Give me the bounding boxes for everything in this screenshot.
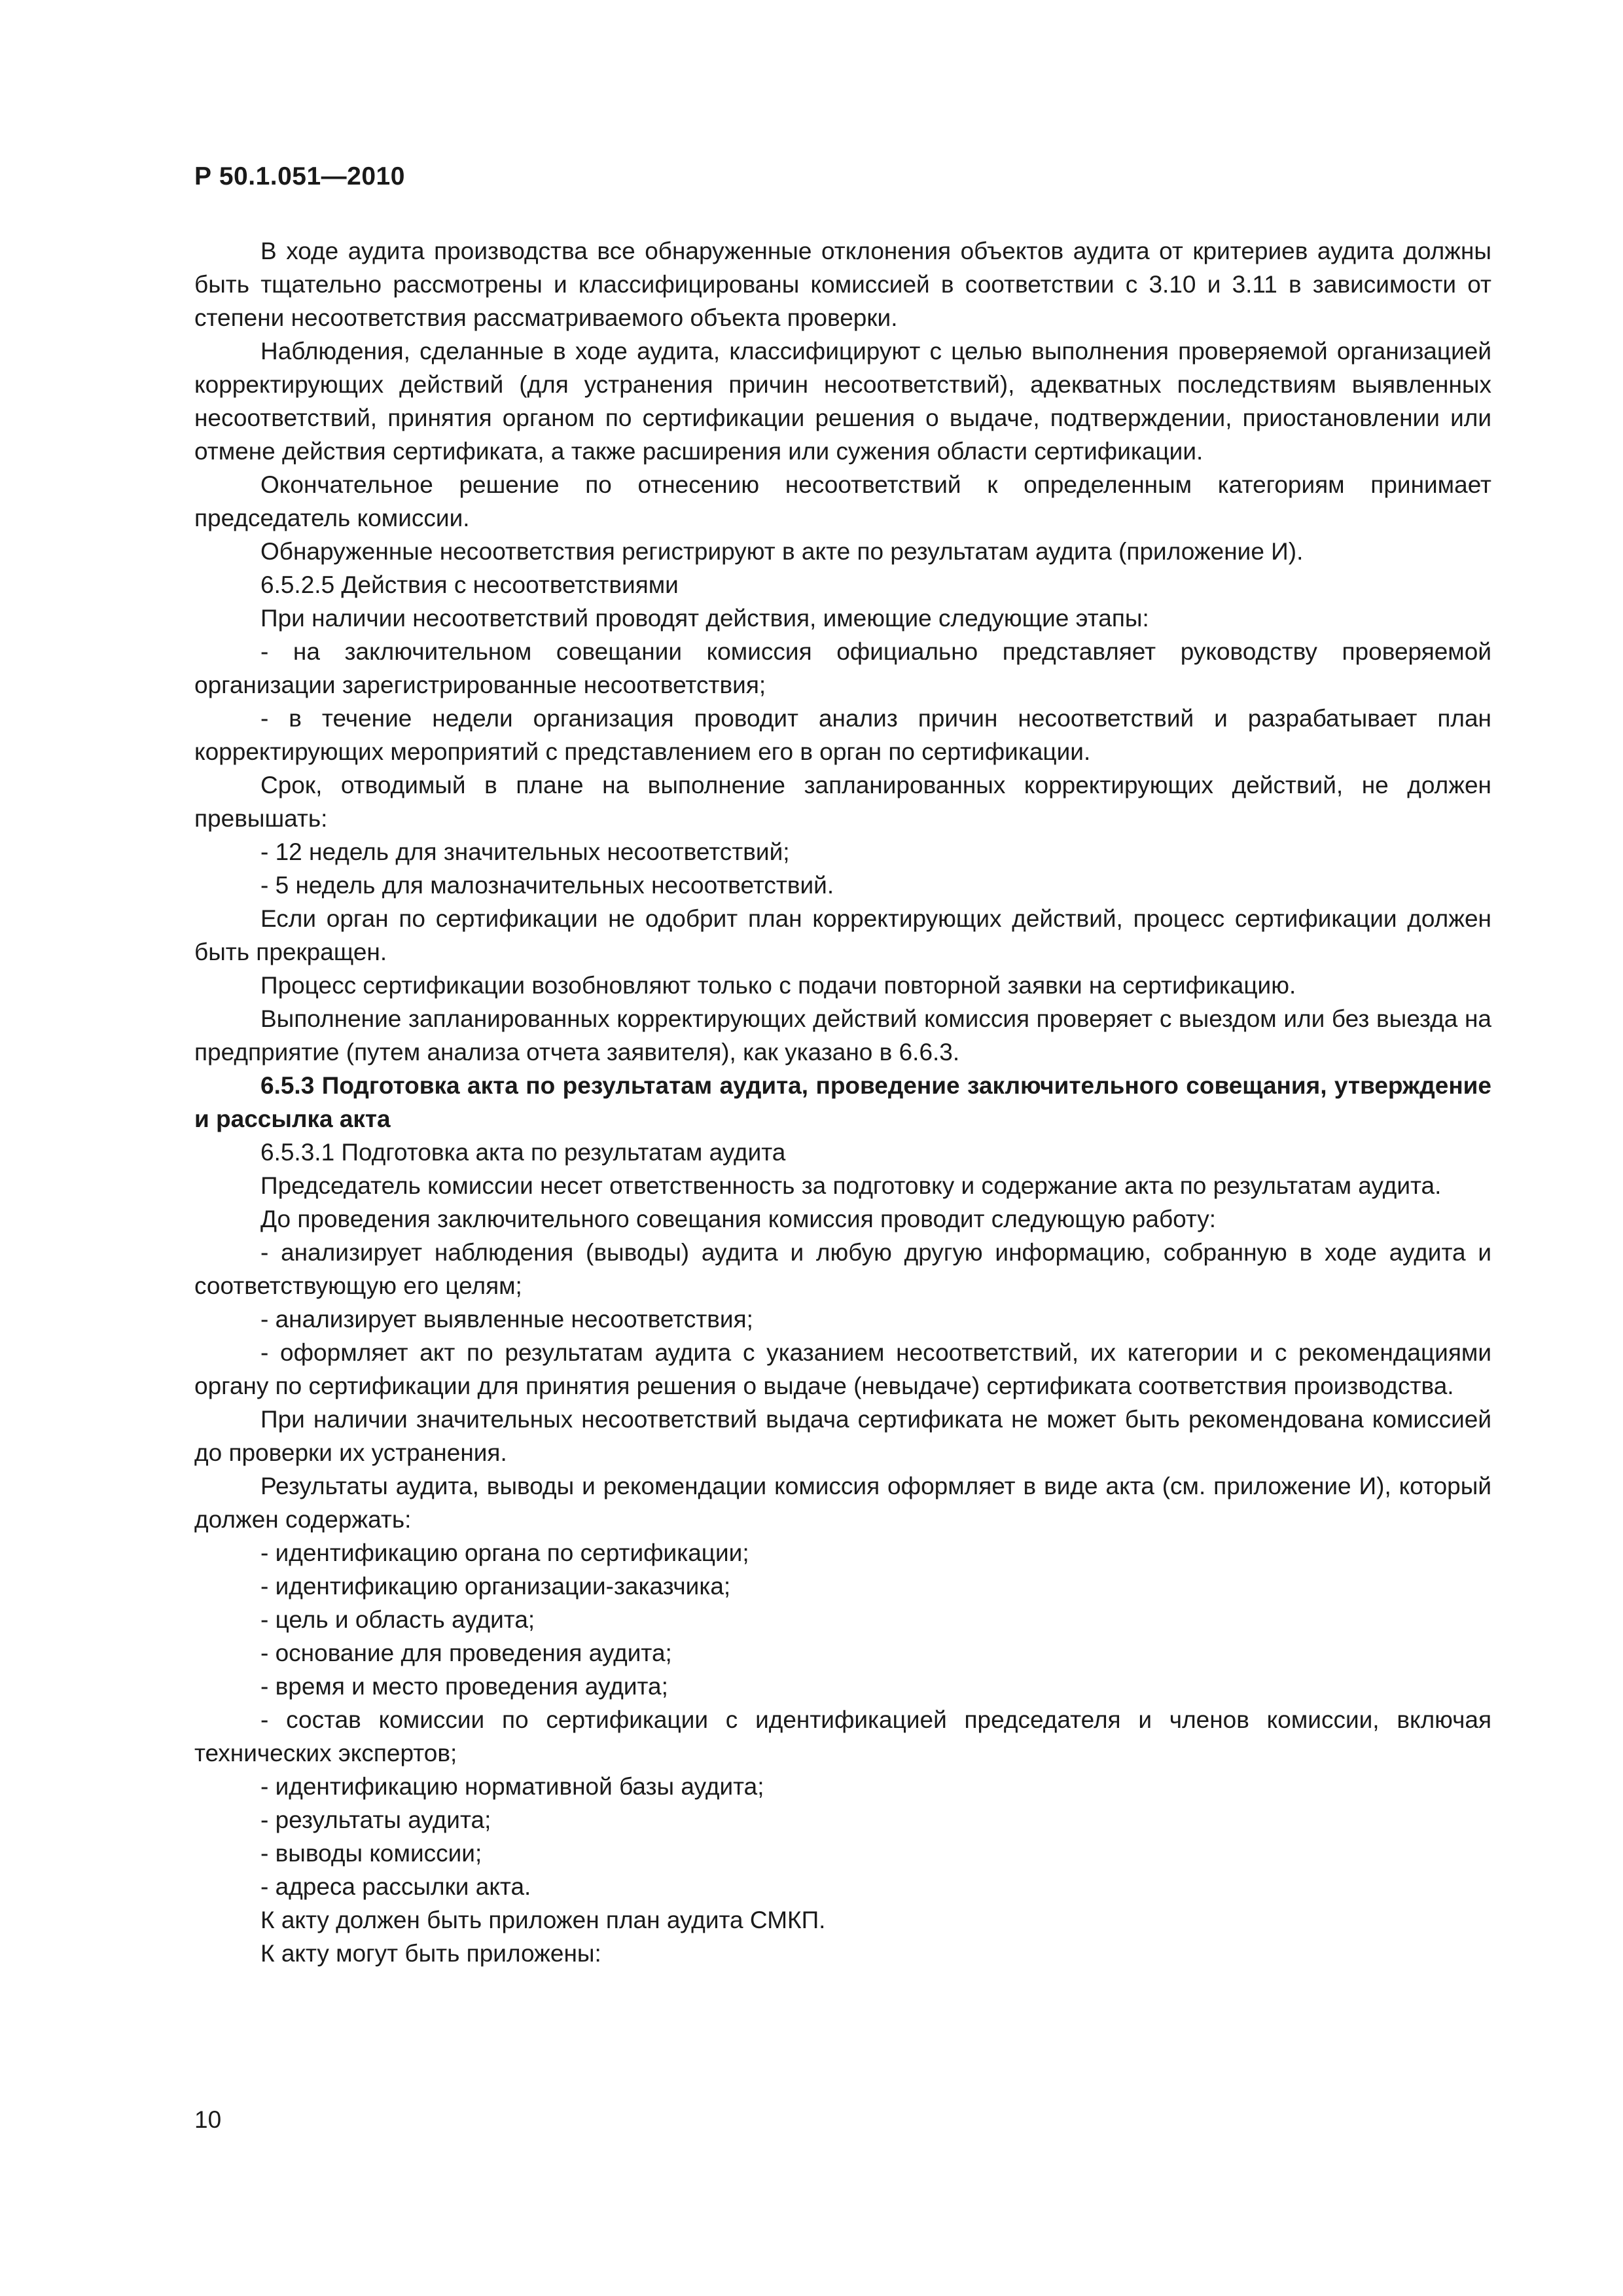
paragraph: До проведения заключительного совещания комиссия проводит следующую работу:: [260, 1206, 1217, 1232]
paragraph: - анализирует наблюдения (выводы) аудита и любую другую информацию, собранную в ходе аудита и соответствующую его целям;: [194, 1239, 1491, 1299]
paragraph: - 12 недель для значительных несоответствий;: [260, 838, 790, 865]
paragraph: Окончательное решение по отнесению несоответствий к определенным категориям принимает председатель комиссии.: [194, 471, 1491, 531]
paragraph: - время и место проведения аудита;: [260, 1673, 668, 1700]
paragraph: Если орган по сертификации не одобрит план корректирующих действий, процесс сертификации должен быть прекращен.: [194, 905, 1491, 965]
paragraph: - выводы комиссии;: [260, 1840, 482, 1867]
paragraph: - в течение недели организация проводит анализ причин несоответствий и разрабатывает план корректирующих мероприятий с представлением его в орган по сертификации.: [194, 705, 1491, 765]
page-number: 10: [194, 2106, 222, 2133]
paragraph: Выполнение запланированных корректирующих действий комиссия проверяет с выездом или без выезда на предприятие (путем анализа отчета заявителя), как указано в 6.6.3.: [194, 1005, 1491, 1066]
paragraph: - идентификацию нормативной базы аудита;: [260, 1773, 764, 1800]
paragraph: Обнаруженные несоответствия регистрируют в акте по результатам аудита (приложение И).: [260, 538, 1304, 565]
paragraph: - 5 недель для малозначительных несоответствий.: [260, 872, 834, 899]
paragraph: - состав комиссии по сертификации с идентификацией председателя и членов комиссии, включая технических экспертов;: [194, 1706, 1491, 1767]
paragraph: Срок, отводимый в плане на выполнение запланированных корректирующих действий, не должен превышать:: [194, 772, 1491, 832]
document-designation: Р 50.1.051—2010: [194, 162, 405, 190]
paragraph: - адреса рассылки акта.: [260, 1873, 531, 1900]
paragraph: Процесс сертификации возобновляют только с подачи повторной заявки на сертификацию.: [260, 972, 1296, 999]
paragraph: - анализирует выявленные несоответствия;: [260, 1306, 753, 1333]
paragraph: 6.5.3.1 Подготовка акта по результатам аудита: [260, 1139, 786, 1166]
paragraph: К акту должен быть приложен план аудита СМКП.: [260, 1907, 826, 1933]
page-body: [194, 234, 1491, 1970]
paragraph: - идентификацию организации-заказчика;: [260, 1573, 731, 1600]
paragraph: К акту могут быть приложены:: [260, 1940, 601, 1967]
paragraph: - на заключительном совещании комиссия официально представляет руководству проверяемой организации зарегистрированные несоответствия;: [194, 638, 1491, 698]
paragraph: - оформляет акт по результатам аудита с указанием несоответствий, их категории и с рекомендациями органу по сертификации для принятия решения о выдаче (невыдаче) сертификата соответствия производства.: [194, 1339, 1491, 1399]
paragraph: - идентификацию органа по сертификации;: [260, 1539, 749, 1566]
paragraph: При наличии значительных несоответствий выдача сертификата не может быть рекомендована комиссией до проверки их устранения.: [194, 1406, 1491, 1466]
paragraph: При наличии несоответствий проводят действия, имеющие следующие этапы:: [260, 605, 1149, 632]
paragraph: - результаты аудита;: [260, 1806, 491, 1833]
section-heading: 6.5.3 Подготовка акта по результатам аудита, проведение заключительного совещания, утверждение и рассылка акта: [194, 1072, 1491, 1132]
paragraph: - основание для проведения аудита;: [260, 1640, 672, 1666]
paragraph: - цель и область аудита;: [260, 1606, 535, 1633]
paragraph: 6.5.2.5 Действия с несоответствиями: [260, 571, 679, 598]
paragraph: В ходе аудита производства все обнаруженные отклонения объектов аудита от критериев аудита должны быть тщательно рассмотрены и классифицированы комиссией в соответствии с 3.10 и 3.11 в зависимости от степени несоответствия рассматриваемого объекта проверки.: [194, 238, 1491, 331]
paragraph: Председатель комиссии несет ответственность за подготовку и содержание акта по результатам аудита.: [260, 1172, 1442, 1199]
paragraph: Наблюдения, сделанные в ходе аудита, классифицируют с целью выполнения проверяемой организацией корректирующих действий (для устранения причин несоответствий), адекватных последствиям выявленных несоответствий, принятия органом по сертификации решения о выдаче, подтверждении, приостановлении или отмене действия сертификата, а также расширения или сужения области сертификации.: [194, 338, 1491, 465]
paragraph: Результаты аудита, выводы и рекомендации комиссия оформляет в виде акта (см. приложение И), который должен содержать:: [194, 1473, 1491, 1533]
